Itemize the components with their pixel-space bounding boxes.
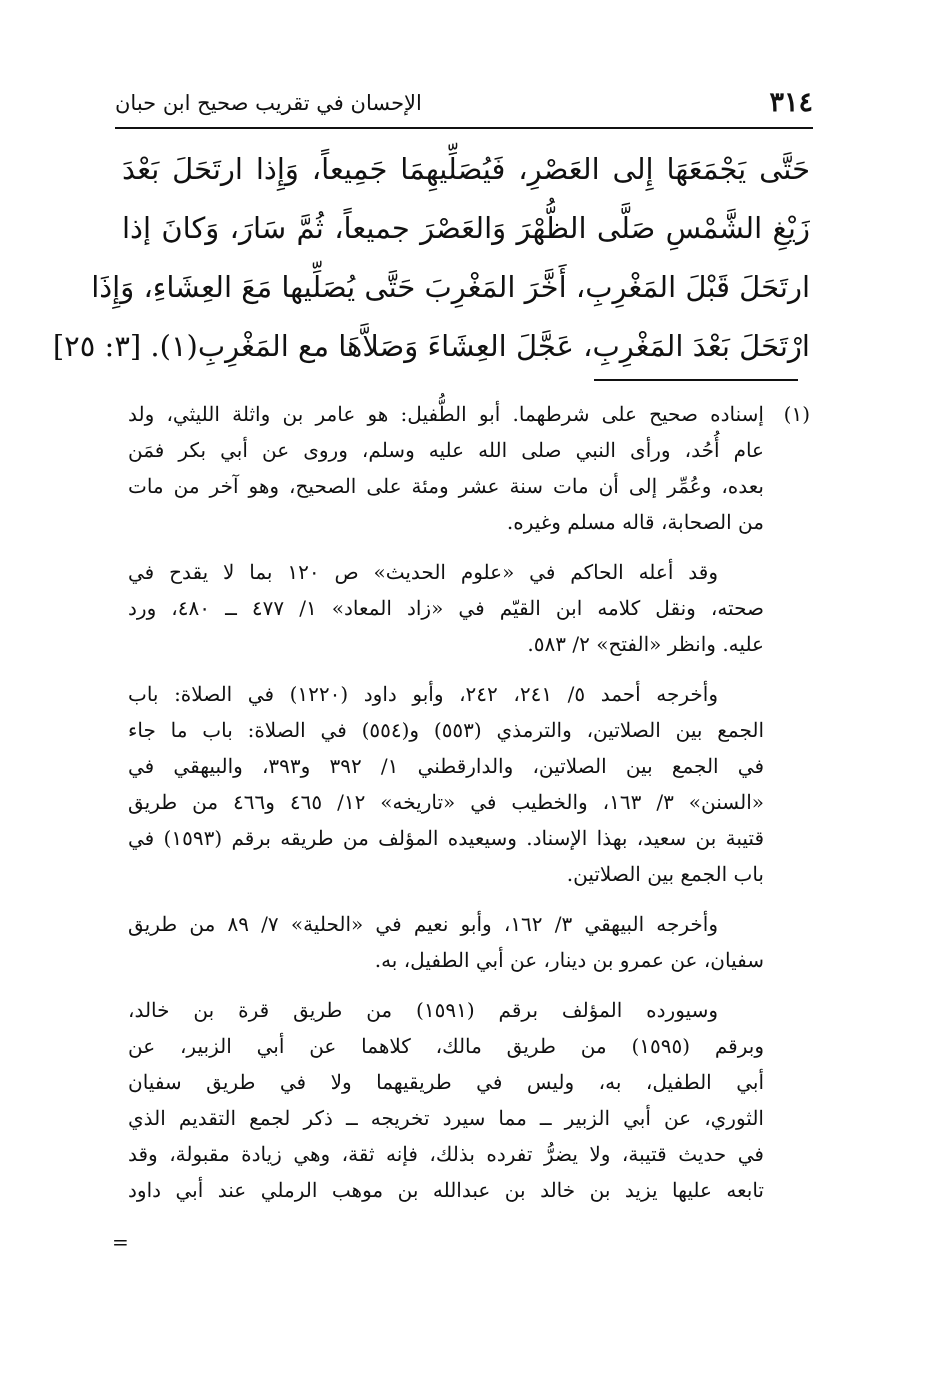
- footnote-line: الجمع بين الصلاتين، والترمذي (٥٥٣) و(٥٥٤) في الصلاة: باب ما جاء: [128, 718, 765, 742]
- footnote-line: وبرقم (١٥٩٥) من طريق مالك، كلاهما عن أبي الزبير، عن: [128, 1034, 764, 1058]
- footnote-line: من الصحابة، قاله مسلم وغيره.: [506, 510, 764, 534]
- page-header: [115, 86, 813, 126]
- footnote-line: قتيبة بن سعيد، بهذا الإسناد. وسيعيده المؤلف من طريقه برقم (١٥٩٣) في: [128, 826, 765, 850]
- main-text-line: ارتَحَلَ قَبْلَ المَغْرِبِ، أَخَّرَ المَغْرِبَ حَتَّى يُصَلِّيها مَعَ العِشَاءِ، وَإِذَا: [91, 270, 810, 304]
- footnote-rule: [594, 379, 798, 381]
- footnote-line: وأخرجه أحمد ٥/ ٢٤١، ٢٤٢، وأبو داود (١٢٢٠) في الصلاة: باب: [128, 682, 718, 706]
- main-text-line: حَتَّى يَجْمَعَهَا إِلى العَصْرِ، فَيُصَلِّيهِمَا جَمِيعاً، وَإِذا ارتَحَلَ بَعْدَ: [122, 152, 810, 186]
- footnotes: [128, 396, 810, 1222]
- footnote-paragraph: [128, 554, 810, 662]
- footnote-paragraph: [128, 396, 810, 540]
- footnote-line: «السنن» ٣/ ١٦٣، والخطيب في «تاريخه» ١٢/ ٤٦٥ و٤٦٦ من طريق: [128, 790, 764, 814]
- footnote-line: في الجمع بين الصلاتين، والدارقطني ١/ ٣٩٢ و٣٩٣، والبيهقي في: [128, 754, 764, 778]
- footnote-line: بعده، وعُمِّر إلى أن مات سنة عشر ومئة على الصحيح، وهو آخر من مات: [128, 474, 764, 498]
- footnote-paragraph: [128, 992, 810, 1208]
- footnote-marker: (١): [783, 402, 810, 426]
- footnote-line: أبي الطفيل، به، وليس في طريقيهما ولا في طريق سفيان: [128, 1070, 765, 1094]
- footnote-line: وأخرجه البيهقي ٣/ ١٦٢، وأبو نعيم في «الحلية» ٧/ ٨٩ من طريق: [128, 912, 718, 936]
- footnote-line: إسناده صحيح على شرطهما. أبو الطُّفيل: هو عامر بن واثلة الليثي، ولد: [128, 402, 764, 426]
- footnote-line: في حديث قتيبة، ولا يضرُّ تفرده بذلك، فإنه ثقة، وهي زيادة مقبولة، وقد: [128, 1142, 764, 1166]
- footnote-line: وقد أعله الحاكم في «علوم الحديث» ص ١٢٠ بما لا يقدح في: [128, 560, 718, 584]
- main-text-line: ارْتَحَلَ بَعْدَ المَغْرِبِ، عَجَّلَ العِشَاءَ وَصَلاَّهَا مع المَغْرِبِ(١). [٣: ٢٥]: [52, 329, 810, 363]
- footnote-line: سفيان، عن عمرو بن دينار، عن أبي الطفيل، به.: [374, 948, 764, 972]
- footnote-paragraph: [128, 676, 810, 892]
- header-rule: [115, 127, 813, 129]
- footnote-line: باب الجمع بين الصلاتين.: [566, 862, 764, 886]
- running-title: الإحسان في تقريب صحيح ابن حبان: [115, 91, 422, 115]
- footnote-paragraph: [128, 906, 810, 978]
- footnote-line: عام أُحُد، ورأى النبي صلى الله عليه وسلم، وروى عن أبي بكر فمَن: [128, 438, 764, 462]
- main-text-line: زَيْغِ الشَّمْسِ صَلَّى الظُّهْرَ وَالعَصْرَ جميعاً، ثُمَّ سَارَ، وَكانَ إذا: [122, 211, 810, 245]
- page-number: ٣١٤: [769, 87, 813, 118]
- main-text: [52, 140, 810, 376]
- footnote-line: تابعه عليها يزيد بن خالد بن عبدالله بن موهب الرملي عند أبي داود: [128, 1178, 764, 1202]
- footnote-line: عليه. وانظر «الفتح» ٢/ ٥٨٣.: [527, 632, 764, 656]
- footnote-line: صحته، ونقل كلامه ابن القيّم في «زاد المعاد» ١/ ٤٧٧ ــ ٤٨٠، ورد: [128, 596, 764, 620]
- footnote-line: الثوري، عن أبي الزبير ــ مما سيرد تخريجه ــ ذكر لجمع التقديم الذي: [128, 1106, 764, 1130]
- continues-mark: =: [112, 1230, 129, 1254]
- footnote-line: وسيورده المؤلف برقم (١٥٩١) من طريق قرة بن خالد،: [128, 998, 718, 1022]
